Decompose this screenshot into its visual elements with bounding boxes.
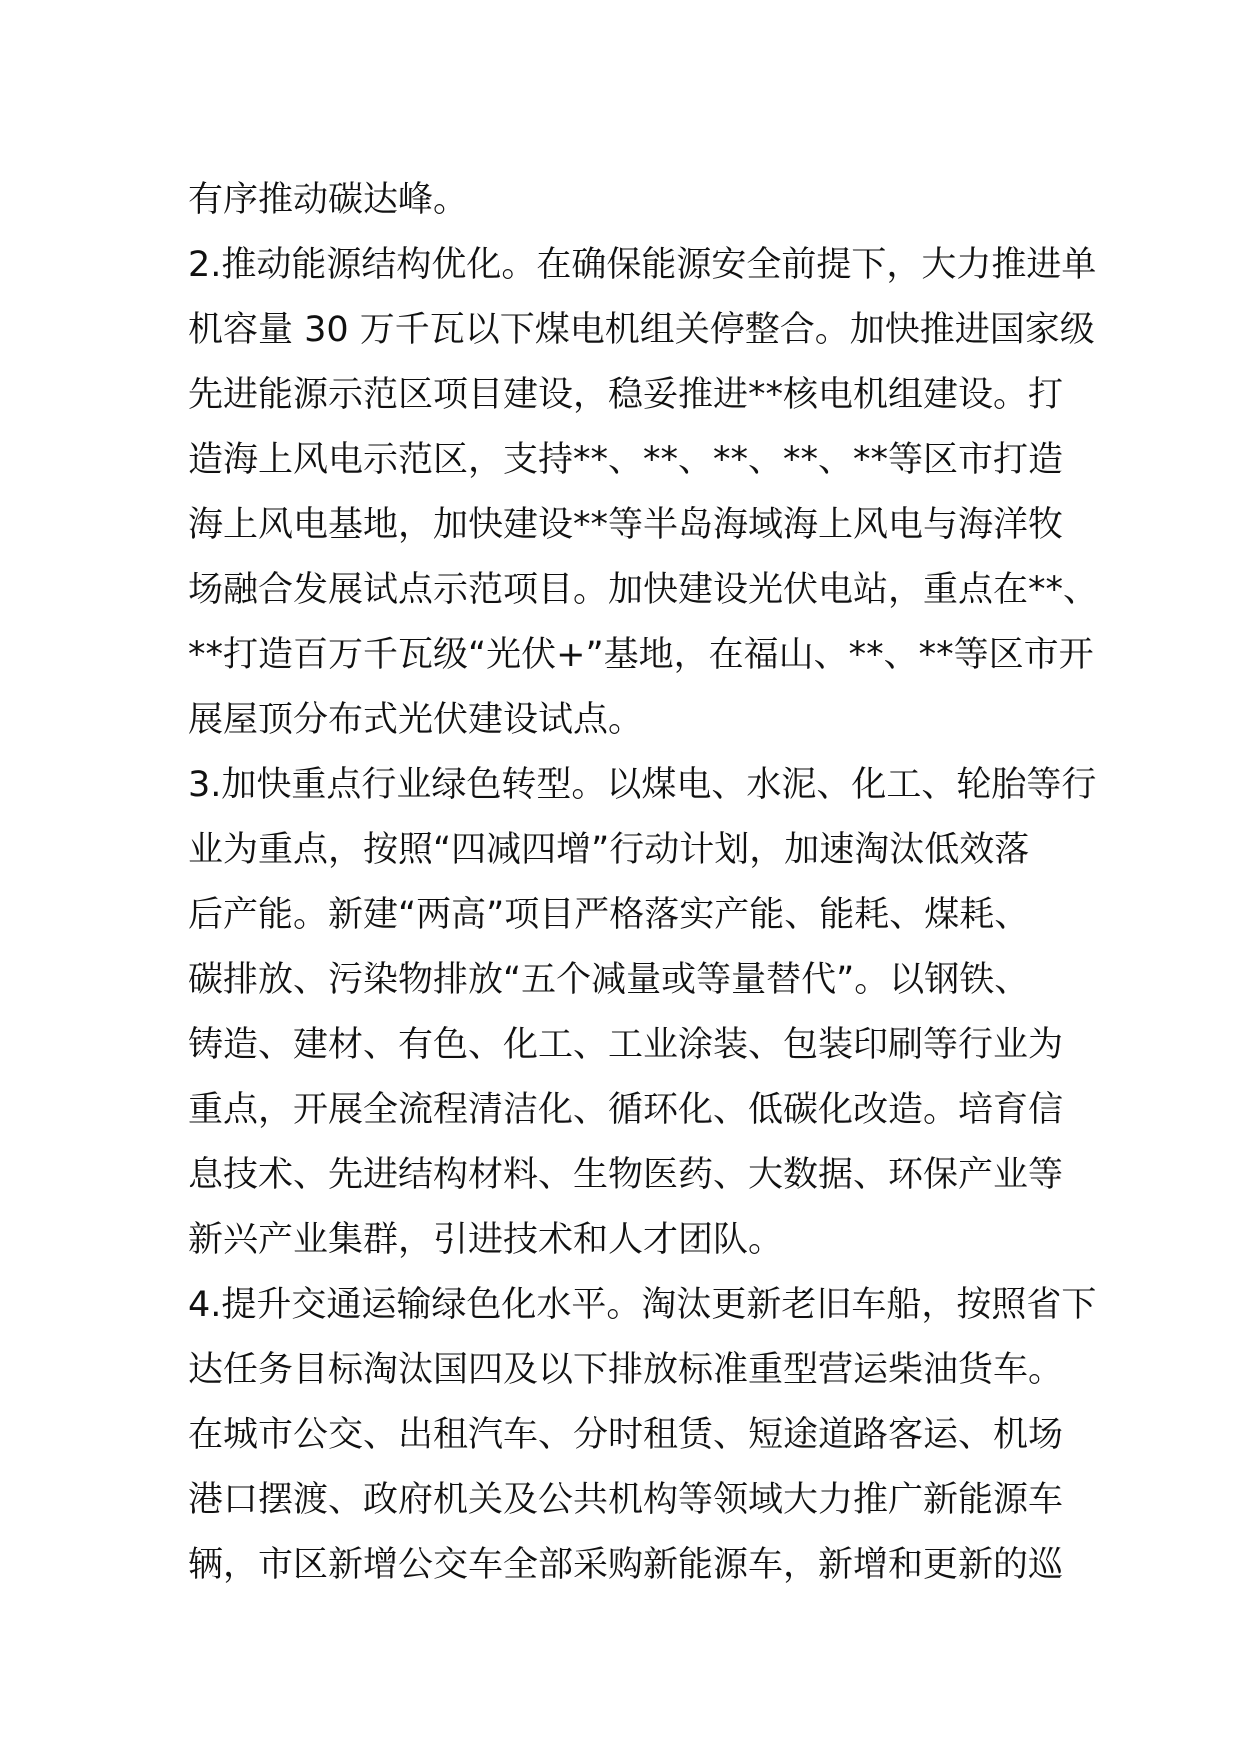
document-body (188, 168, 1099, 1598)
text-line: 场融合发展试点示范项目。加快建设光伏电站，重点在**、 (188, 570, 1099, 610)
text-line: 港口摆渡、政府机关及公共机构等领域大力推广新能源车 (188, 1480, 1064, 1520)
text-line: 息技术、先进结构材料、生物医药、大数据、环保产业等 (188, 1155, 1064, 1195)
text-line: 业为重点，按照“四减四增”行动计划，加速淘汰低效落 (188, 830, 1030, 870)
text-line: 3.加快重点行业绿色转型。以煤电、水泥、化工、轮胎等行 (188, 765, 1097, 805)
text-line: 先进能源示范区项目建设，稳妥推进**核电机组建设。打 (188, 375, 1064, 415)
text-line: 达任务目标淘汰国四及以下排放标准重型营运柴油货车。 (188, 1350, 1064, 1390)
text-line: 机容量 30 万千瓦以下煤电机组关停整合。加快推进国家级 (188, 310, 1095, 350)
text-line: **打造百万千瓦级“光伏+”基地，在福山、**、**等区市开 (188, 635, 1094, 675)
text-line: 造海上风电示范区，支持**、**、**、**、**等区市打造 (188, 440, 1064, 480)
text-line: 后产能。新建“两高”项目严格落实产能、能耗、煤耗、 (188, 895, 1030, 935)
text-line: 展屋顶分布式光伏建设试点。 (188, 700, 644, 740)
text-line: 铸造、建材、有色、化工、工业涂装、包装印刷等行业为 (188, 1025, 1064, 1065)
text-line: 海上风电基地，加快建设**等半岛海域海上风电与海洋牧 (188, 505, 1064, 545)
text-line: 重点，开展全流程清洁化、循环化、低碳化改造。培育信 (188, 1090, 1064, 1130)
text-line: 辆，市区新增公交车全部采购新能源车，新增和更新的巡 (188, 1545, 1064, 1585)
text-line: 4.提升交通运输绿色化水平。淘汰更新老旧车船，按照省下 (188, 1285, 1097, 1325)
text-line: 有序推动碳达峰。 (188, 180, 469, 220)
text-line: 碳排放、污染物排放“五个减量或等量替代”。以钢铁、 (188, 960, 1030, 1000)
text-line: 2.推动能源结构优化。在确保能源安全前提下，大力推进单 (188, 245, 1097, 285)
text-line: 新兴产业集群，引进技术和人才团队。 (188, 1220, 784, 1260)
text-line: 在城市公交、出租汽车、分时租赁、短途道路客运、机场 (188, 1415, 1064, 1455)
